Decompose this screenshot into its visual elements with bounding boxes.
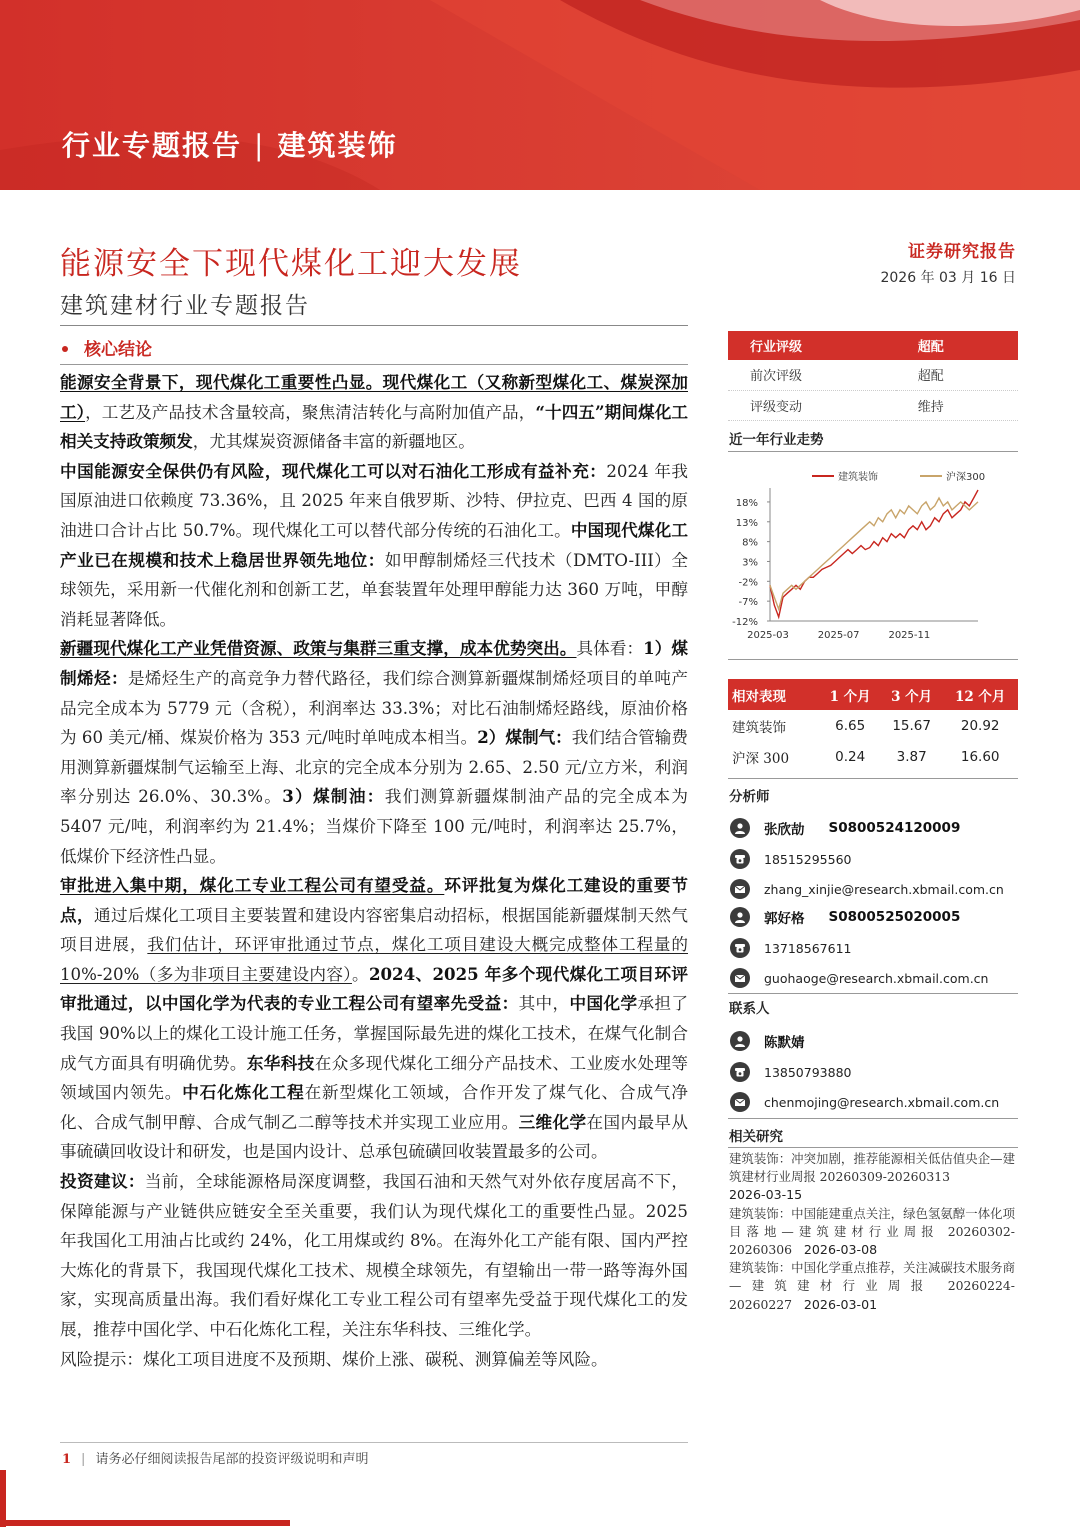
core-conclusion-heading: 核心结论	[62, 335, 152, 360]
cell-3m: 3.87	[896, 748, 927, 765]
y-tick-label: 18%	[735, 497, 758, 509]
y-tick-label: 13%	[735, 517, 758, 529]
related-label: 相关研究	[729, 1129, 783, 1145]
analyst-name-row	[730, 907, 960, 927]
core-conclusion-body	[60, 368, 688, 1374]
analyst-cert: S0800525020005	[828, 909, 961, 925]
email-icon	[730, 879, 750, 899]
contact-name-row	[730, 1031, 829, 1051]
rating-label: 评级变动	[728, 390, 896, 420]
rating-table	[728, 331, 1018, 421]
rating-header-label: 行业评级	[728, 331, 896, 360]
paragraph: 新疆现代煤化工产业凭借资源、政策与集群三重支撑，成本优势突出。具体看：1）煤制烯烃：是烯烃生产的高竞争力替代路径，我们综合测算新疆煤制烯烃项目的单吨产品完全成本为 5779 元（含税），利润率达 33.3%；对比石油制烯烃路线，原油价格为 60 美元/桶、煤炭价格为 353 元/吨时单吨成本相当。2）煤制气：我们结合管输费用测算新疆煤制气运输至上海、北京的完全成本分别为 2.65、2.50 元/立方米，利润率分别达 26.0%、30.3%。3）煤制油：我们测算新疆煤制油产品的完全成本为 5407 元/吨，利润率约为 21.4%；当煤价下降至 100 元/吨时，利润率达 25.7%，低煤价下经济性凸显。	[60, 638, 689, 866]
trend-label: 近一年行业走势	[729, 432, 824, 448]
table-row	[728, 741, 1018, 772]
page-title: 能源安全下现代煤化工迎大发展	[60, 246, 522, 282]
phone-icon	[730, 849, 750, 869]
rating-value: 维持	[896, 390, 1018, 420]
column-header: 相对表现	[728, 679, 819, 710]
analyst-name: 郭好格	[764, 911, 805, 927]
rating-label: 前次评级	[728, 360, 896, 390]
analyst-phone[interactable]: 13718567611	[764, 940, 852, 956]
legend-label: 沪深300	[946, 472, 986, 483]
page-subtitle: 建筑建材行业专题报告	[60, 293, 310, 319]
series-line-1	[770, 498, 978, 609]
rating-value: 超配	[896, 360, 1018, 390]
contact-label: 联系人	[729, 1001, 770, 1017]
section-divider	[728, 1147, 1018, 1148]
industry-name: 建筑装饰	[277, 129, 398, 162]
report-category: 行业专题报告	[62, 129, 243, 162]
list-item[interactable]	[729, 1259, 1015, 1314]
legend-label: 建筑装饰	[838, 472, 878, 483]
phone-icon	[730, 938, 750, 958]
paragraph: 审批进入集中期，煤化工专业工程公司有望受益。环评批复为煤化工建设的重要节点，通过后煤化工项目主要装置和建设内容密集启动招标，根据国能新疆煤制天然气项目进展，我们估计，环评审批通过节点，煤化工项目建设大概完成整体工程量的 10%-20%（多为非项目主要建设内容）。2024、2025 年多个现代煤化工项目环评审批通过，以中国化学为代表的专业工程公司有望率先受益：其中，中国化学承担了我国 90%以上的煤化工设计施工任务，掌握国际最先进的煤化工技术，在煤气化制合成气方面具有明确优势。东华科技在众多现代煤化工细分产品技术、工业废水处理等领域国内领先。中石化炼化工程在新型煤化工领域，合作开发了煤气化、合成气净化、合成气制甲醇、合成气制乙二醇等技术并实现工业应用。三维化学在国内最早从事硫磺回收设计和研发，也是国内设计、总承包硫磺回收装置最多的公司。	[60, 875, 689, 1162]
related-title: 建筑装饰：中国能建重点关注，绿色氢氨醇一体化项目落地—建筑建材行业周报 20260302-20260306	[729, 1205, 1015, 1258]
list-item[interactable]	[729, 1150, 1015, 1205]
trend-chart	[728, 458, 1018, 648]
section-divider	[728, 451, 1018, 452]
section-divider	[728, 993, 1018, 994]
table-row	[728, 360, 1018, 390]
y-tick-label: -7%	[738, 597, 758, 609]
email-icon	[730, 968, 750, 988]
section-divider	[728, 778, 1018, 779]
cell-1m: 0.24	[835, 748, 866, 765]
analyst-email[interactable]: guohaoge@research.xbmail.com.cn	[764, 970, 989, 986]
y-tick-label: 3%	[742, 557, 758, 569]
analyst-phone-row	[730, 938, 851, 958]
y-tick-label: -12%	[732, 617, 758, 628]
x-tick-label: 2025-07	[817, 630, 860, 641]
heading-divider	[60, 364, 688, 365]
paragraph: 投资建议：当前，全球能源格局深度调整，我国石油和天然气对外依存度居高不下，保障能源与产业链供应链安全至关重要，我们认为现代煤化工的重要性凸显。2025 年我国化工用油占比或约 24%，化工用煤或约 8%。在海外化工产能有限、国内严控大炼化的背景下，我国现代煤化工技术、规模全球领先，有望输出一带一路等海外国家，实现高质量出海。我们看好煤化工专业工程公司有望率先受益于现代煤化工的发展，推荐中国化学、中石化炼化工程，关注东华科技、三维化学。	[60, 1171, 689, 1339]
performance-table	[728, 679, 1018, 772]
email-icon	[730, 1092, 750, 1112]
row-label: 建筑装饰	[732, 719, 786, 736]
analyst-email-row	[730, 968, 988, 988]
analyst-email-row	[730, 879, 1004, 899]
page-number: 1	[62, 1452, 72, 1467]
section-divider	[728, 1118, 1018, 1119]
series-line-0	[770, 490, 978, 617]
related-date: 2026-03-15	[729, 1187, 803, 1203]
corner-decoration	[0, 1470, 6, 1527]
row-label: 沪深 300	[732, 750, 790, 767]
analyst-name: 张欣劼	[764, 822, 805, 838]
phone-icon	[730, 1062, 750, 1082]
related-title: 建筑装饰：中国化学重点推荐，关注减碳技术服务商—建筑建材行业周报 20260224-20260227	[729, 1260, 1015, 1312]
bullet-icon	[62, 346, 68, 352]
risk-warning: 风险提示：煤化工项目进度不及预期、煤价上涨、碳税、测算偏差等风险。	[60, 1349, 608, 1369]
person-icon	[730, 1031, 750, 1051]
related-research-list	[729, 1150, 1015, 1314]
section-divider	[728, 659, 1018, 660]
paragraph: 能源安全背景下，现代煤化工重要性凸显。现代煤化工（又称新型煤化工、煤炭深加工），工艺及产品技术含量较高，聚焦清洁转化与高附加值产品，“十四五”期间煤化工相关支持政策频发，尤其煤炭资源储备丰富的新疆地区。	[60, 372, 688, 452]
cell-1m: 6.65	[835, 717, 866, 734]
table-row	[728, 390, 1018, 420]
list-item[interactable]	[729, 1205, 1015, 1260]
cell-12m: 16.60	[960, 748, 1000, 765]
analyst-phone[interactable]: 18515295560	[764, 851, 852, 867]
performance-header-row	[728, 679, 1018, 710]
footer	[62, 1448, 368, 1467]
analyst-name-row	[730, 818, 960, 838]
header-banner	[0, 0, 1080, 190]
column-header: 12 个月	[942, 679, 1018, 710]
person-icon	[730, 818, 750, 838]
corner-decoration	[0, 1520, 290, 1526]
cell-12m: 20.92	[960, 717, 1000, 734]
analyst-label: 分析师	[729, 789, 770, 805]
contact-phone-row	[730, 1062, 851, 1082]
rating-header-row	[728, 331, 1018, 360]
contact-email[interactable]: chenmojing@research.xbmail.com.cn	[764, 1094, 1000, 1110]
report-date: 2026 年 03 月 16 日	[880, 270, 1016, 286]
person-icon	[730, 907, 750, 927]
column-header: 3 个月	[881, 679, 943, 710]
y-tick-label: 8%	[742, 537, 758, 549]
x-tick-label: 2025-03	[747, 630, 789, 641]
analyst-cert: S0800524120009	[828, 820, 961, 836]
table-row	[728, 710, 1018, 741]
analyst-phone-row	[730, 849, 851, 869]
trend-chart-svg	[728, 458, 1018, 648]
title-divider	[60, 325, 688, 326]
contact-name: 陈默婧	[764, 1035, 805, 1051]
footer-separator: |	[81, 1452, 86, 1467]
report-type: 证券研究报告	[908, 242, 1016, 262]
footer-disclaimer: 请务必仔细阅读报告尾部的投资评级说明和声明	[95, 1452, 369, 1467]
footer-divider	[60, 1442, 688, 1443]
y-tick-label: -2%	[738, 577, 758, 589]
analyst-email[interactable]: zhang_xinjie@research.xbmail.com.cn	[764, 881, 1004, 897]
contact-email-row	[730, 1092, 999, 1112]
related-date: 2026-03-08	[803, 1242, 878, 1258]
rating-header-value: 超配	[896, 331, 1018, 360]
x-tick-label: 2025-11	[888, 630, 931, 641]
column-header: 1 个月	[819, 679, 881, 710]
related-title: 建筑装饰：冲突加剧，推荐能源相关低估值央企—建筑建材行业周报 20260309-20260313	[729, 1151, 1015, 1185]
title-separator: |	[254, 129, 266, 162]
contact-phone[interactable]: 13850793880	[764, 1064, 852, 1080]
banner-title	[62, 124, 397, 164]
related-date: 2026-03-01	[803, 1296, 878, 1312]
paragraph: 中国能源安全保供仍有风险，现代煤化工可以对石油化工形成有益补充：2024 年我国原油进口依赖度 73.36%，且 2025 年来自俄罗斯、沙特、伊拉克、巴西 4 国的原油进口合计占比 50.7%。现代煤化工可以替代部分传统的石油化工。中国现代煤化工产业已在规模和技术上稳居世界领先地位：如甲醇制烯烃三代技术（DMTO-III）全球领先，采用新一代催化剂和创新工艺，单套装置年处理甲醇能力达 360 万吨，甲醇消耗显著降低。	[60, 460, 688, 629]
cell-3m: 15.67	[892, 717, 931, 734]
